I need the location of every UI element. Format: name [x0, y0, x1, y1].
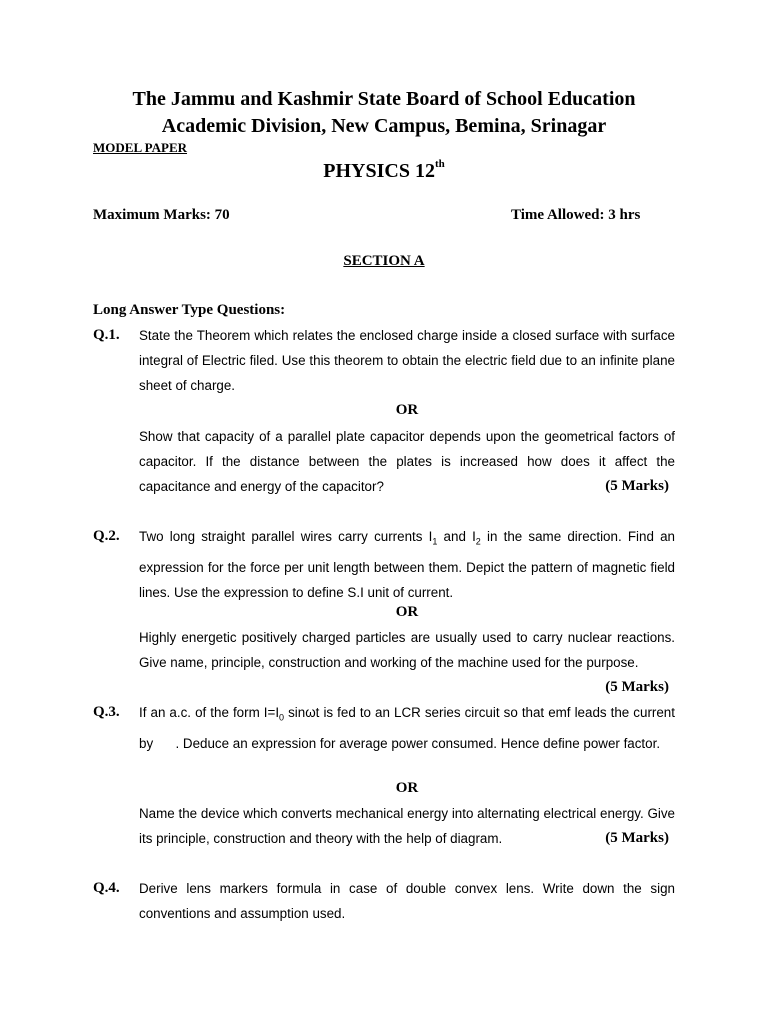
marks-label: (5 Marks) [605, 679, 669, 696]
or-separator: OR [395, 780, 419, 796]
question-number: Q.4. [93, 880, 120, 896]
or-separator: OR [395, 402, 419, 418]
subject-superscript: th [434, 158, 445, 171]
question-text: If an a.c. of the form $I=I_0$ sinωt is fed to an LCR series circuit so that emf leads the current by . Deduce an expression for average power consumed. Hence define power factor. [139, 705, 679, 751]
division-address: Academic Division, New Campus, Bemina, Srinagar [161, 115, 607, 137]
board-name: The Jammu and Kashmir State Board of School Education [132, 88, 636, 110]
section-subtitle: Long Answer Type Questions: [93, 302, 286, 318]
question-text: Two long straight parallel wires carry currents $I_1$ and $I_2$ in the same direction. Find an expression for the force per unit length between them. Depict the pattern of magnetic field lines. Use the expression to define S.I unit of current. [139, 529, 675, 601]
question-alternative: Highly energetic positively charged particles are usually used to carry nuclear reactions. Give name, principle, construction and working of the machine used for the purpose. (5 Marks) [139, 625, 675, 701]
question-alternative: Show that capacity of a parallel plate capacitor depends upon the geometrical factors of capacitor. If the distance between the plates is increased how does it affect the capacitance and energy of the capacitor? (5 Marks) [139, 424, 675, 500]
model-paper-label: MODEL PAPER [93, 140, 188, 155]
time-allowed: Time Allowed: 3 hrs [511, 207, 641, 223]
marks-label: (5 Marks) [605, 830, 669, 847]
question-alternative: Name the device which converts mechanical energy into alternating electrical energy. Give its principle, construction and theory with the help of diagram. (5 Marks) [139, 801, 675, 851]
question-number: Q.3. [93, 704, 120, 720]
subject-title: PHYSICS 12th [323, 158, 445, 182]
max-marks: Maximum Marks: 70 [93, 207, 230, 223]
question-number: Q.2. [93, 528, 120, 544]
question-number: Q.1. [93, 327, 120, 343]
or-separator: OR [395, 604, 419, 620]
marks-label: (5 Marks) [605, 478, 669, 495]
question-text: Derive lens markers formula in case of double convex lens. Write down the sign conventions and assumption used. [139, 881, 675, 922]
question-text: State the Theorem which relates the enclosed charge inside a closed surface with surface integral of Electric filed. Use this theorem to obtain the electric field due to an infinite plane sheet of charge. [139, 328, 675, 394]
section-title: SECTION A [343, 253, 425, 269]
